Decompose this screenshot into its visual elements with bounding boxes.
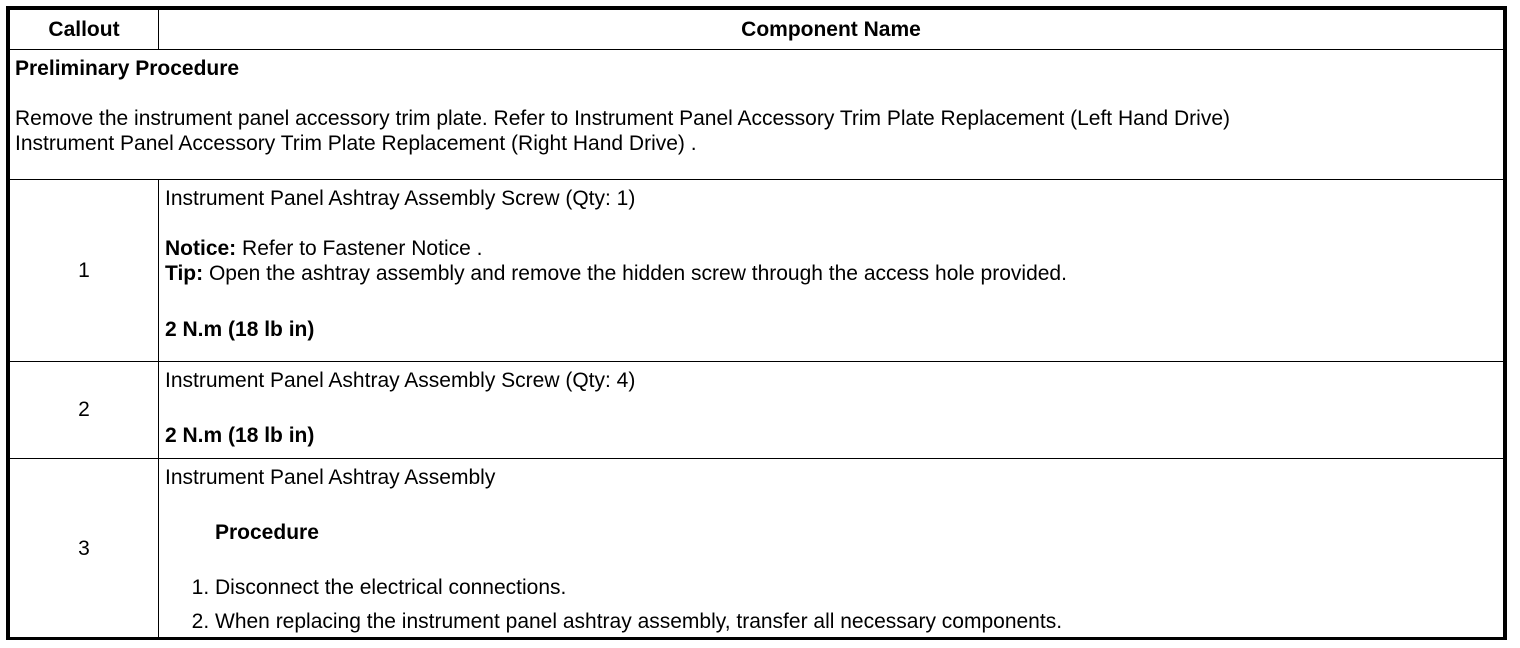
procedure-step: 1. Disconnect the electrical connections. (215, 575, 1497, 600)
component-name-2: Instrument Panel Ashtray Assembly Screw (Qty: 4) (165, 369, 636, 392)
header-component-name: Component Name (159, 10, 1504, 50)
header-callout: Callout (10, 10, 159, 50)
preliminary-cell (10, 50, 1504, 180)
table-header-row (10, 10, 1504, 50)
tip-label: Tip: (165, 262, 204, 286)
procedure-step: 2. When replacing the instrument panel ashtray assembly, transfer all necessary components. (215, 609, 1497, 634)
procedure-title: Procedure (215, 521, 319, 545)
table-row (10, 362, 1504, 459)
component-cell-2 (159, 362, 1504, 459)
notice-label: Notice: (165, 237, 237, 261)
callout-3: 3 (10, 459, 159, 639)
component-cell-1 (159, 180, 1504, 362)
callout-1: 1 (10, 180, 159, 362)
preliminary-line-1: Remove the instrument panel accessory trim plate. Refer to Instrument Panel Accessory Trim Plate Replacement (Left Hand Drive) (15, 107, 1231, 131)
component-cell-3 (159, 459, 1504, 639)
component-table (9, 9, 1504, 639)
notice-line (165, 236, 1497, 261)
tip-text: Open the ashtray assembly and remove the hidden screw through the access hole provided. (203, 262, 1067, 286)
torque-spec-2: 2 N.m (18 lb in) (165, 424, 315, 448)
torque-spec-1: 2 N.m (18 lb in) (165, 317, 315, 341)
tip-line (165, 261, 1497, 286)
callout-2: 2 (10, 362, 159, 459)
component-name-1: Instrument Panel Ashtray Assembly Screw (Qty: 1) (165, 187, 636, 210)
procedure-steps (165, 575, 1497, 633)
component-name-3: Instrument Panel Ashtray Assembly (165, 466, 496, 489)
preliminary-title: Preliminary Procedure (15, 57, 240, 80)
table-row (10, 459, 1504, 639)
preliminary-line-2: Instrument Panel Accessory Trim Plate Replacement (Right Hand Drive) . (15, 132, 697, 156)
component-table-frame (6, 6, 1507, 640)
preliminary-row (10, 50, 1504, 180)
notice-text: Refer to Fastener Notice . (236, 237, 483, 261)
table-row (10, 180, 1504, 362)
